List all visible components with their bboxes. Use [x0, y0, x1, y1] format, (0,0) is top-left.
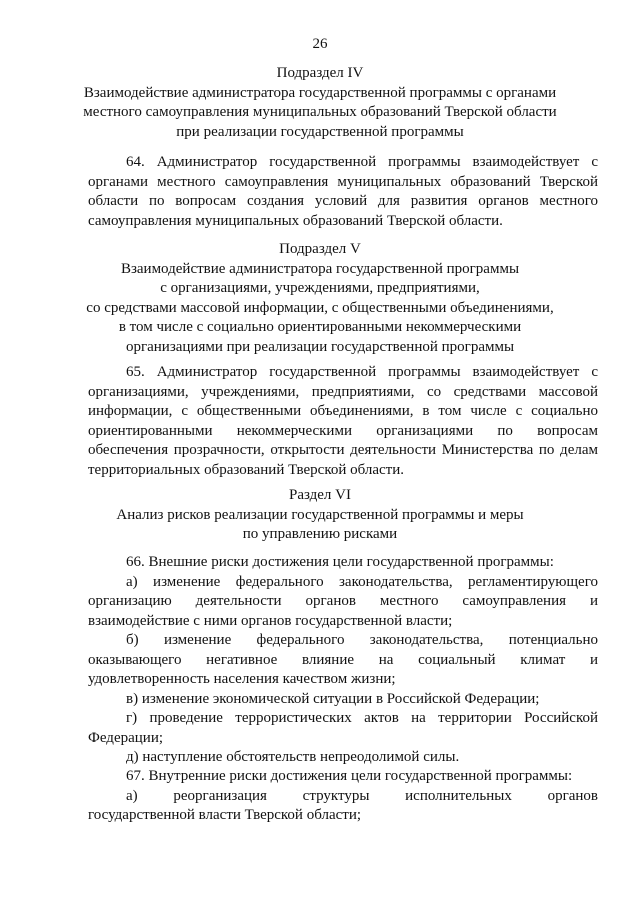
- subsection-v-title-line: в том числе с социально ориентированными некоммерческими: [118, 319, 522, 335]
- subsection-iv-title-line: при реализации государственной программы: [176, 123, 464, 140]
- list-item-b-cont: удовлетворенность населения качеством жизни;: [88, 671, 396, 687]
- paragraph-line: 64. Администратор государственной программы взаимодействует с: [126, 154, 598, 170]
- section-vi-title-line: Анализ рисков реализации государственной программы и меры: [116, 506, 524, 523]
- paragraph-64: [88, 153, 598, 231]
- list-item-g-cont: Федерации;: [88, 729, 164, 746]
- list-item-a-cont: организацию деятельности органов местного самоуправления и: [88, 593, 598, 609]
- subsection-iv-label: Подраздел IV: [276, 65, 364, 81]
- list-item-d: д) наступление обстоятельств непреодолимой силы.: [126, 749, 460, 765]
- subsection-iv-title-line: Взаимодействие администратора государственной программы с органами: [83, 84, 557, 101]
- paragraph-67: [88, 767, 598, 826]
- section-vi-heading: [80, 486, 560, 545]
- subsection-iv-heading: [80, 64, 560, 142]
- list-item-g: г) проведение террористических актов на территории Российской: [126, 710, 598, 726]
- list-item-a-cont: государственной власти Тверской области;: [88, 807, 362, 823]
- section-vi-label: Раздел VI: [288, 487, 351, 503]
- paragraph-line: 65. Администратор государственной программы взаимодействует с: [126, 364, 598, 380]
- paragraph-65: [88, 363, 598, 480]
- paragraph-line: 66. Внешние риски достижения цели государственной программы:: [126, 554, 554, 570]
- list-item-a-cont: взаимодействие с ними органов государственной власти;: [88, 612, 453, 629]
- paragraph-66: [88, 553, 598, 768]
- paragraph-line: самоуправления муниципальных образований Тверской области.: [88, 212, 503, 229]
- paragraph-line: ориентированными некоммерческими организациями по вопросам: [88, 422, 598, 439]
- list-item-b: б) изменение федерального законодательства, потенциально: [126, 632, 598, 648]
- list-item-a: а) реорганизация структуры исполнительных органов: [126, 787, 598, 804]
- subsection-v-title-line: организациями при реализации государственной программы: [125, 338, 515, 355]
- paragraph-line: организациями, учреждениями, предприятиями, со средствами массовой: [88, 383, 598, 400]
- subsection-v-heading: [80, 240, 560, 357]
- section-vi-title-line: по управлению рисками: [242, 526, 398, 542]
- subsection-v-title-line: со средствами массовой информации, с общественными объединениями,: [86, 299, 554, 316]
- list-item-b-cont: оказывающего негативное влияние на социальный климат и: [88, 651, 598, 668]
- paragraph-line: органами местного самоуправления муниципальных образований Тверской: [88, 173, 598, 190]
- paragraph-line: области по вопросам создания условий для развития органов местного: [88, 193, 598, 209]
- list-item-a: а) изменение федерального законодательства, регламентирующего: [126, 573, 598, 590]
- subsection-iv-title-line: местного самоуправления муниципальных образований Тверской области: [83, 104, 557, 120]
- paragraph-line: территориальных образований Тверской области.: [88, 461, 405, 478]
- page-number: 26: [312, 36, 328, 52]
- paragraph-line: 67. Внутренние риски достижения цели государственной программы:: [126, 768, 573, 784]
- subsection-v-title-line: с организациями, учреждениями, предприятиями,: [160, 280, 480, 296]
- subsection-v-title-line: Взаимодействие администратора государственной программы: [120, 260, 520, 277]
- list-item-v: в) изменение экономической ситуации в Российской Федерации;: [126, 690, 540, 707]
- subsection-v-label: Подраздел V: [279, 241, 361, 257]
- paragraph-line: обеспечения прозрачности, открытости деятельности Министерства по делам: [88, 442, 598, 458]
- paragraph-line: информации, с общественными объединениями, в том числе с социально: [88, 403, 598, 419]
